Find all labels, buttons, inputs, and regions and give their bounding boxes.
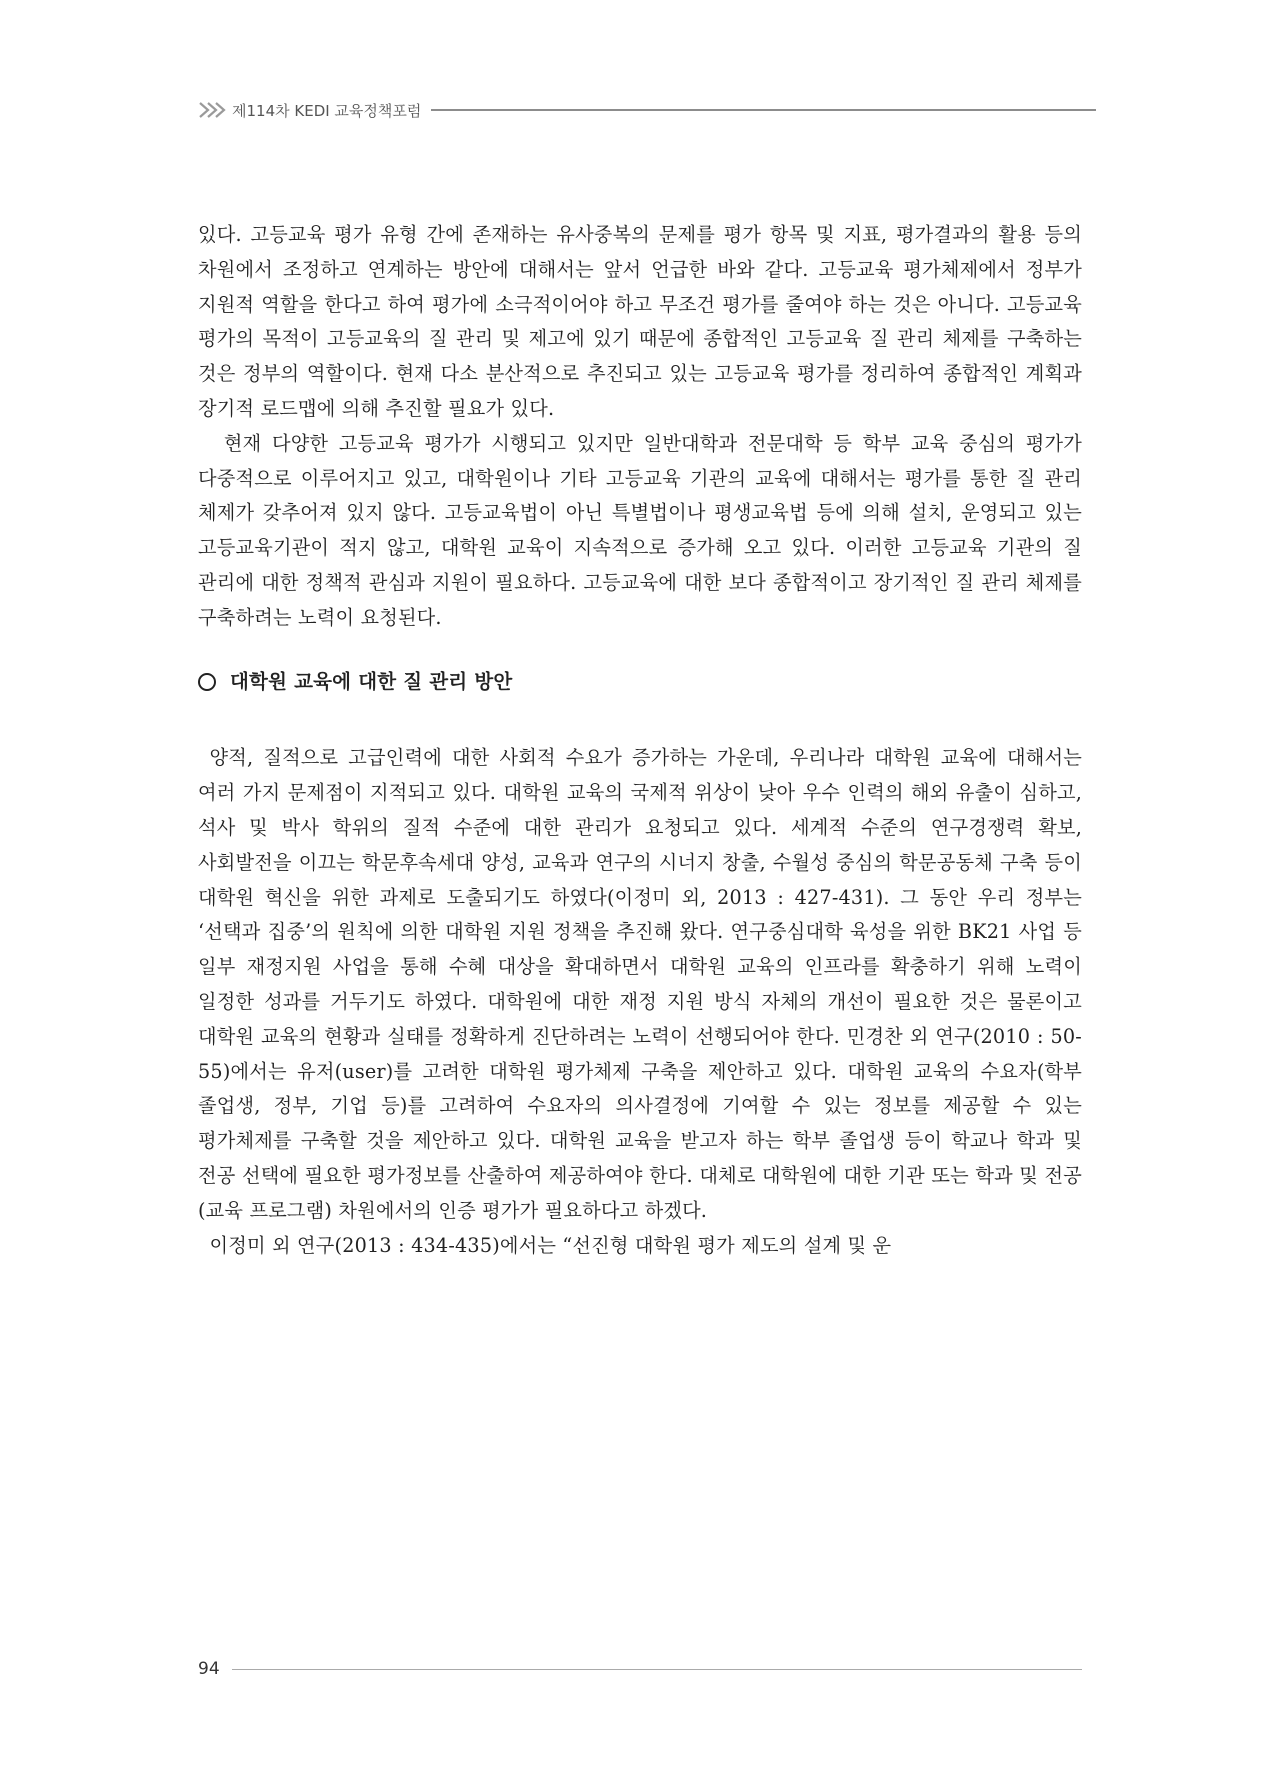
- section-heading-text: 대학원 교육에 대한 질 관리 방안: [230, 669, 513, 693]
- paragraph: 현재 다양한 고등교육 평가가 시행되고 있지만 일반대학과 전문대학 등 학부 교육 중심의 평가가 다중적으로 이루어지고 있고, 대학원이나 기타 고등교육 기관의 교육에 대해서는 평가를 통한 질 관리 체제가 갖추어져 있지 않다. 고등교육법이 아닌 특별법이나 평생교육법 등에 의해 설치, 운영되고 있는 고등교육기관이 적지 않고, 대학원 교육이 지속적으로 증가해 오고 있다. 이러한 고등교육 기관의 질 관리에 대한 정책적 관심과 지원이 필요하다. 고등교육에 대한 보다 종합적이고 장기적인 질 관리 체제를 구축하려는 노력이 요청된다.: [198, 431, 1082, 629]
- circle-bullet-icon: [198, 673, 216, 691]
- running-header: [198, 98, 1096, 122]
- paragraph: 있다. 고등교육 평가 유형 간에 존재하는 유사중복의 문제를 평가 항목 및 지표, 평가결과의 활용 등의 차원에서 조정하고 연계하는 방안에 대해서는 앞서 언급한 바와 같다. 고등교육 평가체제에서 정부가 지원적 역할을 한다고 하여 평가에 소극적이어야 하고 무조건 평가를 줄여야 하는 것은 아니다. 고등교육 평가의 목적이 고등교육의 질 관리 및 제고에 있기 때문에 종합적인 고등교육 질 관리 체제를 구축하는 것은 정부의 역할이다. 현재 다소 분산적으로 추진되고 있는 고등교육 평가를 정리하여 종합적인 계획과 장기적 로드맵에 의해 추진할 필요가 있다.: [198, 223, 1082, 420]
- paragraph: 이정미 외 연구(2013 : 434-435)에서는 “선진형 대학원 평가 제도의 설계 및 운: [209, 1233, 892, 1257]
- footer-rule: [232, 1669, 1082, 1670]
- page-footer: [198, 1657, 1082, 1681]
- page-number: 94: [198, 1659, 220, 1679]
- header-title: 제114차 KEDI 교육정책포럼: [232, 101, 422, 120]
- paragraph: 양적, 질적으로 고급인력에 대한 사회적 수요가 증가하는 가운데, 우리나라 대학원 교육에 대해서는 여러 가지 문제점이 지적되고 있다. 대학원 교육의 국제적 위상이 낮아 우수 인력의 해외 유출이 심하고, 석사 및 박사 학위의 질적 수준에 대한 관리가 요청되고 있다. 세계적 수준의 연구경쟁력 확보, 사회발전을 이끄는 학문후속세대 양성, 교육과 연구의 시너지 창출, 수월성 중심의 학문공동체 구축 등이 대학원 혁신을 위한 과제로 도출되기도 하였다(이정미 외, 2013 : 427-431). 그 동안 우리 정부는 ‘선택과 집중’의 원칙에 의한 대학원 지원 정책을 추진해 왔다. 연구중심대학 육성을 위한 BK21 사업 등 일부 재정지원 사업을 통해 수혜 대상을 확대하면서 대학원 교육의 인프라를 확충하기 위해 노력이 일정한 성과를 거두기도 하였다. 대학원에 대한 재정 지원 방식 자체의 개선이 필요한 것은 물론이고 대학원 교육의 현황과 실태를 정확하게 진단하려는 노력이 선행되어야 한다. 민경찬 외 연구(2010 : 50-55)에서는 유저(user)를 고려한 대학원 평가체제 구축을 제안하고 있다. 대학원 교육의 수요자(학부 졸업생, 정부, 기업 등)를 고려하여 수요자의 의사결정에 기여할 수 있는 정보를 제공할 수 있는 평가체제를 구축할 것을 제안하고 있다. 대학원 교육을 받고자 하는 학부 졸업생 등이 학교나 학과 및 전공 선택에 필요한 평가정보를 산출하여 제공하여야 한다. 대체로 대학원에 대한 기관 또는 학과 및 전공(교육 프로그램) 차원에서의 인증 평가가 필요하다고 하겠다.: [198, 746, 1082, 1222]
- header-rule: [431, 109, 1096, 111]
- double-chevron-icon: [198, 100, 228, 120]
- section-heading: [198, 665, 1082, 700]
- body-text: [198, 218, 1082, 1263]
